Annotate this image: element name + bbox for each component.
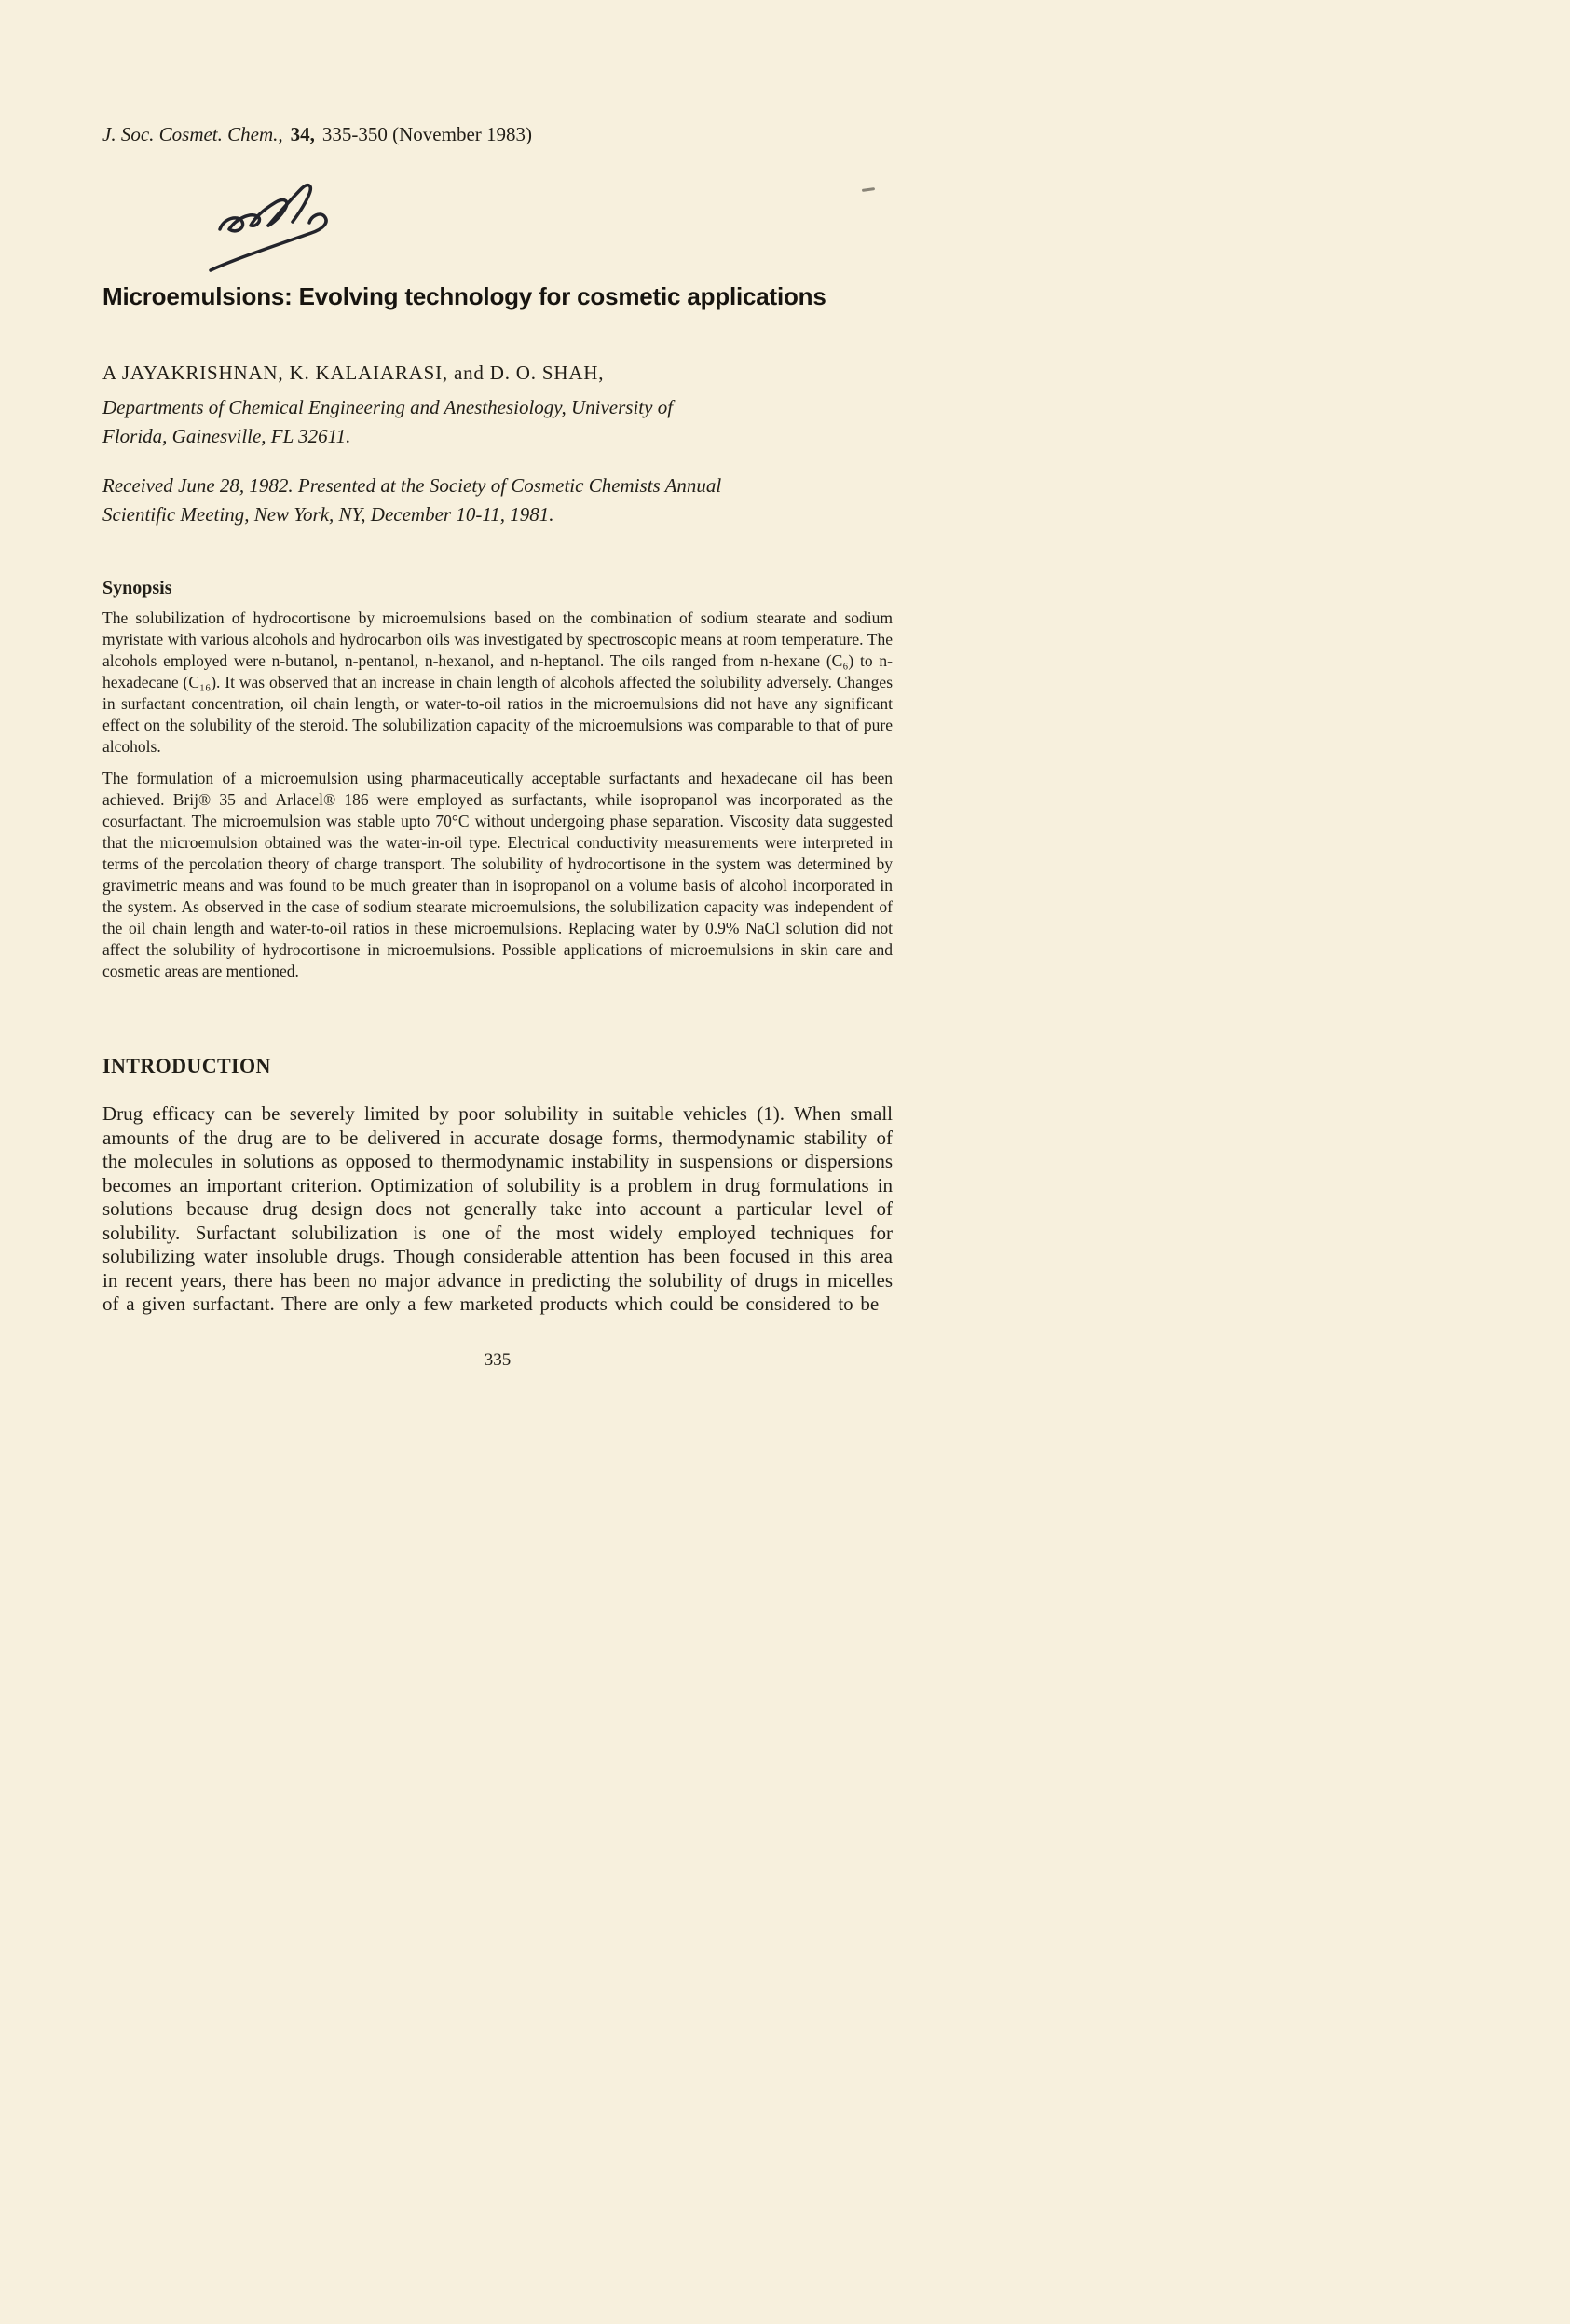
journal-pages-date: 335-350 (November 1983) bbox=[321, 123, 533, 145]
affiliation: Departments of Chemical Engineering and Anesthesiology, University of Florida, Gainesville, FL 32611. bbox=[102, 396, 674, 447]
introduction-paragraph: Drug efficacy can be severely limited by poor solubility in suitable vehicles (1). When small amounts of the drug are to be delivered in accurate dosage forms, thermodynamic stability of the molecules in solutions as opposed to thermodynamic instability in suspensions or dispersions becomes an important criterion. Optimization of solubility is a problem in drug formulations in solutions because drug design does not generally take into account a particular level of solubility. Surfactant solubilization is one of the most widely employed techniques for solubilizing water insoluble drugs. Though considerable attention has been focused in this area in recent years, there has been no major advance in predicting the solubility of drugs in micelles of a given surfactant. There are only a few marketed products which could be considered to be bbox=[102, 1102, 893, 1315]
authors-line: A JAYAKRISHNAN, K. KALAIARASI, and D. O. SHAH, bbox=[102, 362, 605, 384]
handwritten-mark bbox=[207, 175, 356, 278]
introduction-heading: INTRODUCTION bbox=[102, 1054, 271, 1077]
received-note: Received June 28, 1982. Presented at the Society of Cosmetic Chemists Annual Scientific Meeting, New York, NY, December 10-11, 1981. bbox=[102, 474, 722, 526]
synopsis-paragraph: The solubilization of hydrocortisone by microemulsions based on the combination of sodium stearate and sodium myristate with various alcohols and hydrocarbon oils was investigated by spectroscopic means at room temperature. The alcohols employed were n-butanol, n-pentanol, n-hexanol, and n-heptanol. The oils ranged from n-hexane (C₆) to n-hexadecane (C₁₆). It was observed that an increase in chain length of alcohols affected the solubility adversely. Changes in surfactant concentration, oil chain length, or water-to-oil ratios in the microemulsions did not have any significant effect on the solubility of the steroid. The solubilization capacity of the microemulsions was comparable to that of pure alcohols. bbox=[102, 608, 893, 756]
journal-volume: 34, bbox=[290, 123, 315, 145]
journal-name: J. Soc. Cosmet. Chem., bbox=[102, 123, 283, 145]
synopsis-paragraph: The formulation of a microemulsion using pharmaceutically acceptable surfactants and hexadecane oil has been achieved. Brij® 35 and Arlacel® 186 were employed as surfactants, while isopropanol was incorporated as the cosurfactant. The microemulsion was stable upto 70°C without undergoing phase separation. Viscosity data suggested that the microemulsion obtained was the water-in-oil type. Electrical conductivity measurements were interpreted in terms of the percolation theory of charge transport. The solubility of hydrocortisone in the system was determined by gravimetric means and was found to be much greater than in isopropanol on a volume basis of alcohol incorporated in the system. As observed in the case of sodium stearate microemulsions, the solubilization capacity was independent of the oil chain length and water-to-oil ratios in these microemulsions. Replacing water by 0.9% NaCl solution did not affect the solubility of hydrocortisone in microemulsions. Possible applications of microemulsions in skin care and cosmetic areas are mentioned. bbox=[102, 769, 893, 980]
page-number: 335 bbox=[484, 1350, 512, 1370]
journal-citation bbox=[102, 123, 532, 146]
pen-dash-mark bbox=[862, 187, 875, 192]
synopsis-heading: Synopsis bbox=[102, 578, 172, 598]
article-title: Microemulsions: Evolving technology for cosmetic applications bbox=[102, 282, 826, 310]
